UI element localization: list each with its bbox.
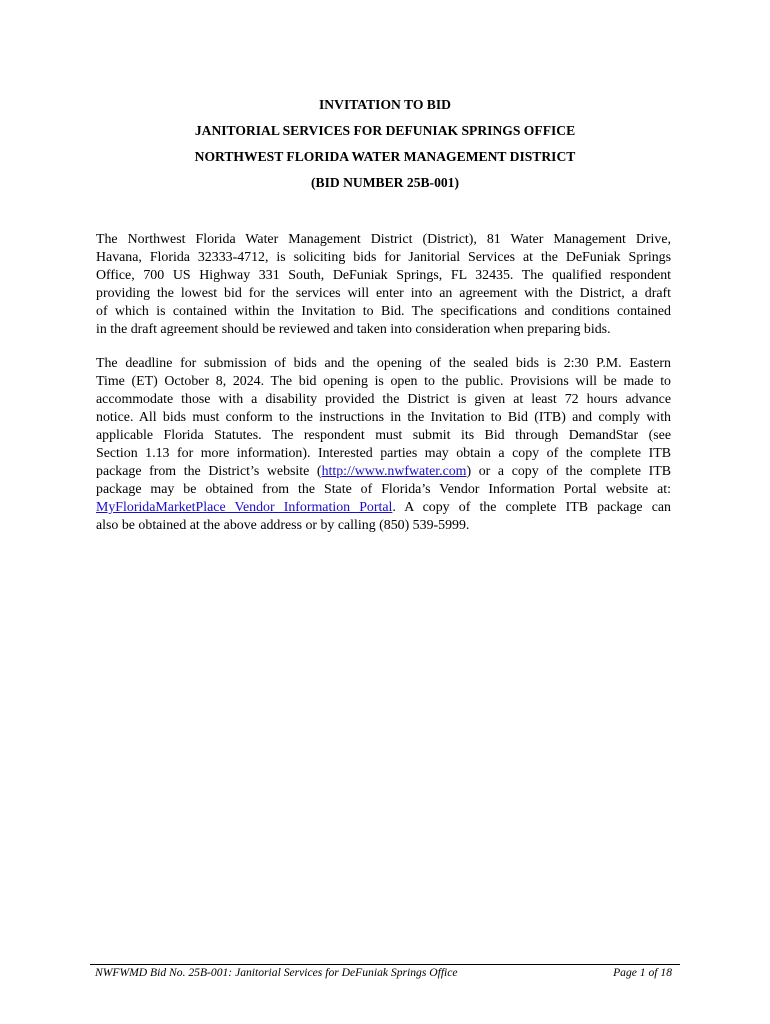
bid-number: (BID NUMBER 25B-001): [310, 175, 460, 190]
footer-page-number: Page 1 of 18: [613, 966, 672, 979]
paragraph-line: notice. All bids must conform to the instructions in the Invitation to Bid (ITB) and comply with: [96, 410, 671, 425]
paragraph-line: Section 1.13 for more information). Interested parties may obtain a copy of the complete ITB: [96, 446, 671, 461]
intro-paragraph: [96, 231, 671, 339]
paragraph-text: ) or a copy of the complete ITB: [466, 464, 672, 479]
vendor-portal-link[interactable]: MyFloridaMarketPlace Vendor Information Portal: [96, 500, 393, 515]
nwfwater-website-link[interactable]: http://www.nwfwater.com: [321, 464, 467, 479]
paragraph-line: providing the lowest bid for the services will enter into an agreement with the District, a draft: [96, 286, 671, 301]
paragraph-text: package from the District’s website (: [96, 464, 322, 479]
footer-document-reference: NWFWMD Bid No. 25B-001: Janitorial Services for DeFuniak Springs Office: [95, 966, 458, 979]
paragraph-line: Office, 700 US Highway 331 South, DeFuniak Springs, FL 32435. The qualified respondent: [96, 268, 671, 283]
deadline-paragraph: [96, 355, 671, 535]
title-block: [0, 92, 770, 196]
paragraph-line: of which is contained within the Invitation to Bid. The specifications and conditions contained: [96, 304, 671, 319]
paragraph-line: The deadline for submission of bids and the opening of the sealed bids is 2:30 P.M. Eastern: [96, 356, 671, 371]
paragraph-line: package may be obtained from the State of Florida’s Vendor Information Portal website at:: [96, 482, 671, 497]
paragraph-line: Havana, Florida 32333-4712, is soliciting bids for Janitorial Services at the DeFuniak Springs: [96, 250, 671, 265]
paragraph-line: in the draft agreement should be reviewed and taken into consideration when preparing bids.: [96, 322, 611, 337]
footer-divider: [90, 964, 680, 965]
paragraph-text: . A copy of the complete ITB package can: [392, 500, 671, 515]
paragraph-line: Time (ET) October 8, 2024. The bid opening is open to the public. Provisions will be made to: [96, 374, 671, 389]
paragraph-line: also be obtained at the above address or by calling (850) 539-5999.: [96, 518, 470, 533]
paragraph-line: accommodate those with a disability provided the District is given at least 72 hours advance: [96, 392, 671, 407]
paragraph-line: applicable Florida Statutes. The respondent must submit its Bid through DemandStar (see: [96, 428, 671, 443]
document-subtitle-services: JANITORIAL SERVICES FOR DEFUNIAK SPRINGS OFFICE: [194, 123, 576, 138]
paragraph-line: The Northwest Florida Water Management District (District), 81 Water Management Drive,: [96, 232, 671, 247]
paragraph-line: [96, 463, 671, 481]
paragraph-line: [96, 499, 671, 517]
document-title: INVITATION TO BID: [319, 97, 451, 112]
document-subtitle-agency: NORTHWEST FLORIDA WATER MANAGEMENT DISTRICT: [194, 149, 576, 164]
